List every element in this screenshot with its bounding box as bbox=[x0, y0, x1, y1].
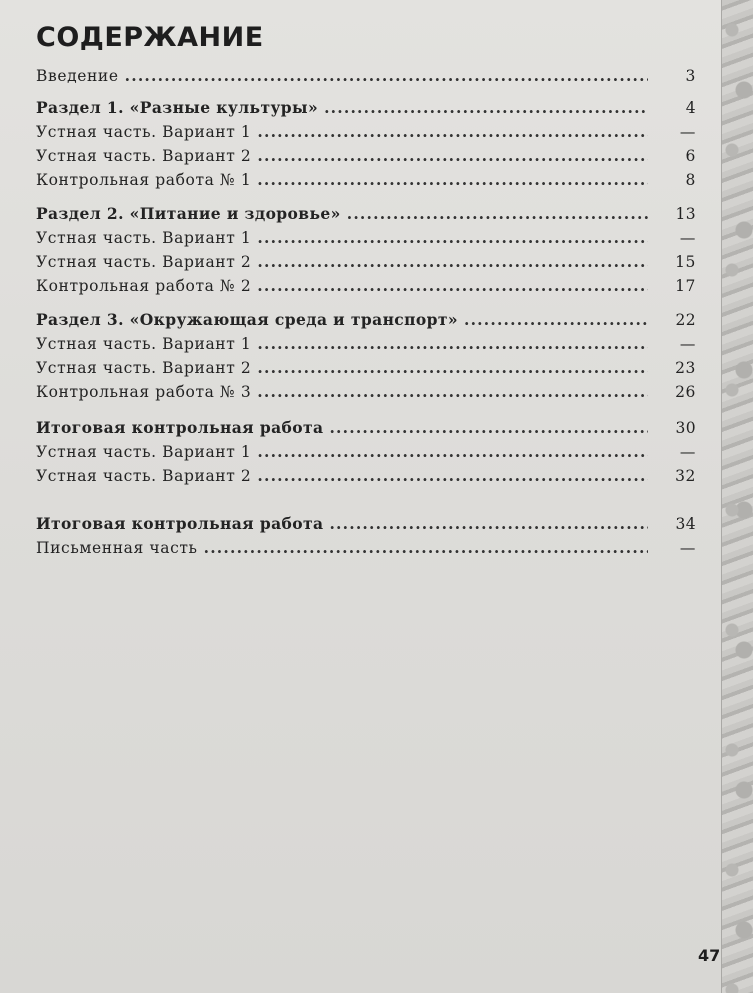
toc-section-final-written bbox=[36, 514, 696, 538]
toc-entry-page: 15 bbox=[675, 253, 696, 271]
toc-entry-page: 34 bbox=[675, 515, 696, 533]
toc-entry-label: Введение bbox=[36, 67, 119, 85]
toc-entry-page: 3 bbox=[685, 67, 696, 85]
toc-entry-page: 8 bbox=[685, 171, 696, 189]
page-title: СОДЕРЖАНИЕ bbox=[36, 22, 264, 53]
toc-entry-label: Итоговая контрольная работа bbox=[36, 514, 324, 533]
dot-leader bbox=[257, 334, 648, 353]
toc-entry-page: 32 bbox=[675, 467, 696, 485]
toc-entry-page: 4 bbox=[685, 99, 696, 117]
dot-leader bbox=[347, 204, 648, 223]
toc-section-final-oral bbox=[36, 418, 696, 442]
toc-entry bbox=[36, 228, 696, 252]
toc-entry-label: Раздел 2. «Питание и здоровье» bbox=[36, 204, 341, 223]
dot-leader bbox=[257, 252, 648, 271]
toc-section-3 bbox=[36, 310, 696, 334]
toc-entry-label: Итоговая контрольная работа bbox=[36, 418, 324, 437]
toc-entry-page: — bbox=[679, 443, 696, 461]
dot-leader bbox=[329, 418, 648, 437]
dot-leader bbox=[257, 466, 648, 485]
toc-entry bbox=[36, 442, 696, 466]
toc-entry bbox=[36, 334, 696, 358]
toc-entry-page: — bbox=[679, 229, 696, 247]
toc-entry-label: Устная часть. Вариант 1 bbox=[36, 123, 252, 141]
toc-entry-introduction bbox=[36, 66, 696, 90]
toc-entry-page: 30 bbox=[675, 419, 696, 437]
dot-leader bbox=[257, 382, 648, 401]
page-number: 47 bbox=[698, 946, 721, 965]
toc-entry-page: 6 bbox=[685, 147, 696, 165]
toc-entry-label: Письменная часть bbox=[36, 539, 198, 557]
toc-entry-label: Раздел 1. «Разные культуры» bbox=[36, 98, 319, 117]
toc-entry-label: Устная часть. Вариант 1 bbox=[36, 229, 252, 247]
dot-leader bbox=[329, 514, 648, 533]
dot-leader bbox=[125, 66, 648, 85]
toc-entry-page: 22 bbox=[675, 311, 696, 329]
toc-entry-page: 23 bbox=[675, 359, 696, 377]
toc-entry-label: Устная часть. Вариант 2 bbox=[36, 147, 252, 165]
dot-leader bbox=[257, 122, 648, 141]
dot-leader bbox=[464, 310, 648, 329]
dot-leader bbox=[257, 146, 648, 165]
toc-entry bbox=[36, 252, 696, 276]
toc-entry bbox=[36, 170, 696, 194]
toc-entry-page: 26 bbox=[675, 383, 696, 401]
dot-leader bbox=[204, 538, 648, 557]
toc-entry-label: Устная часть. Вариант 2 bbox=[36, 253, 252, 271]
toc-entry-label: Контрольная работа № 3 bbox=[36, 383, 252, 401]
dot-leader bbox=[257, 442, 648, 461]
decorative-border bbox=[721, 0, 753, 993]
toc-entry bbox=[36, 358, 696, 382]
toc-section-2 bbox=[36, 204, 696, 228]
toc-entry-label: Устная часть. Вариант 1 bbox=[36, 335, 252, 353]
dot-leader bbox=[257, 228, 648, 247]
toc-entry-label: Контрольная работа № 2 bbox=[36, 277, 252, 295]
toc-entry-label: Раздел 3. «Окружающая среда и транспорт» bbox=[36, 310, 458, 329]
toc-section-1 bbox=[36, 98, 696, 122]
toc-entry-page: 17 bbox=[675, 277, 696, 295]
toc-entry-page: — bbox=[679, 335, 696, 353]
toc-entry-label: Устная часть. Вариант 2 bbox=[36, 467, 252, 485]
toc-entry bbox=[36, 122, 696, 146]
toc-entry-page: 13 bbox=[675, 205, 696, 223]
toc-entry-label: Контрольная работа № 1 bbox=[36, 171, 252, 189]
toc-entry-label: Устная часть. Вариант 2 bbox=[36, 359, 252, 377]
toc-entry-page: — bbox=[679, 539, 696, 557]
toc-entry bbox=[36, 382, 696, 406]
toc-entry-label: Устная часть. Вариант 1 bbox=[36, 443, 252, 461]
toc-entry bbox=[36, 466, 696, 490]
toc-entry bbox=[36, 276, 696, 300]
dot-leader bbox=[257, 170, 648, 189]
toc-entry bbox=[36, 146, 696, 170]
toc-entry-page: — bbox=[679, 123, 696, 141]
dot-leader bbox=[257, 358, 648, 377]
toc-entry bbox=[36, 538, 696, 562]
dot-leader bbox=[324, 98, 648, 117]
dot-leader bbox=[257, 276, 648, 295]
